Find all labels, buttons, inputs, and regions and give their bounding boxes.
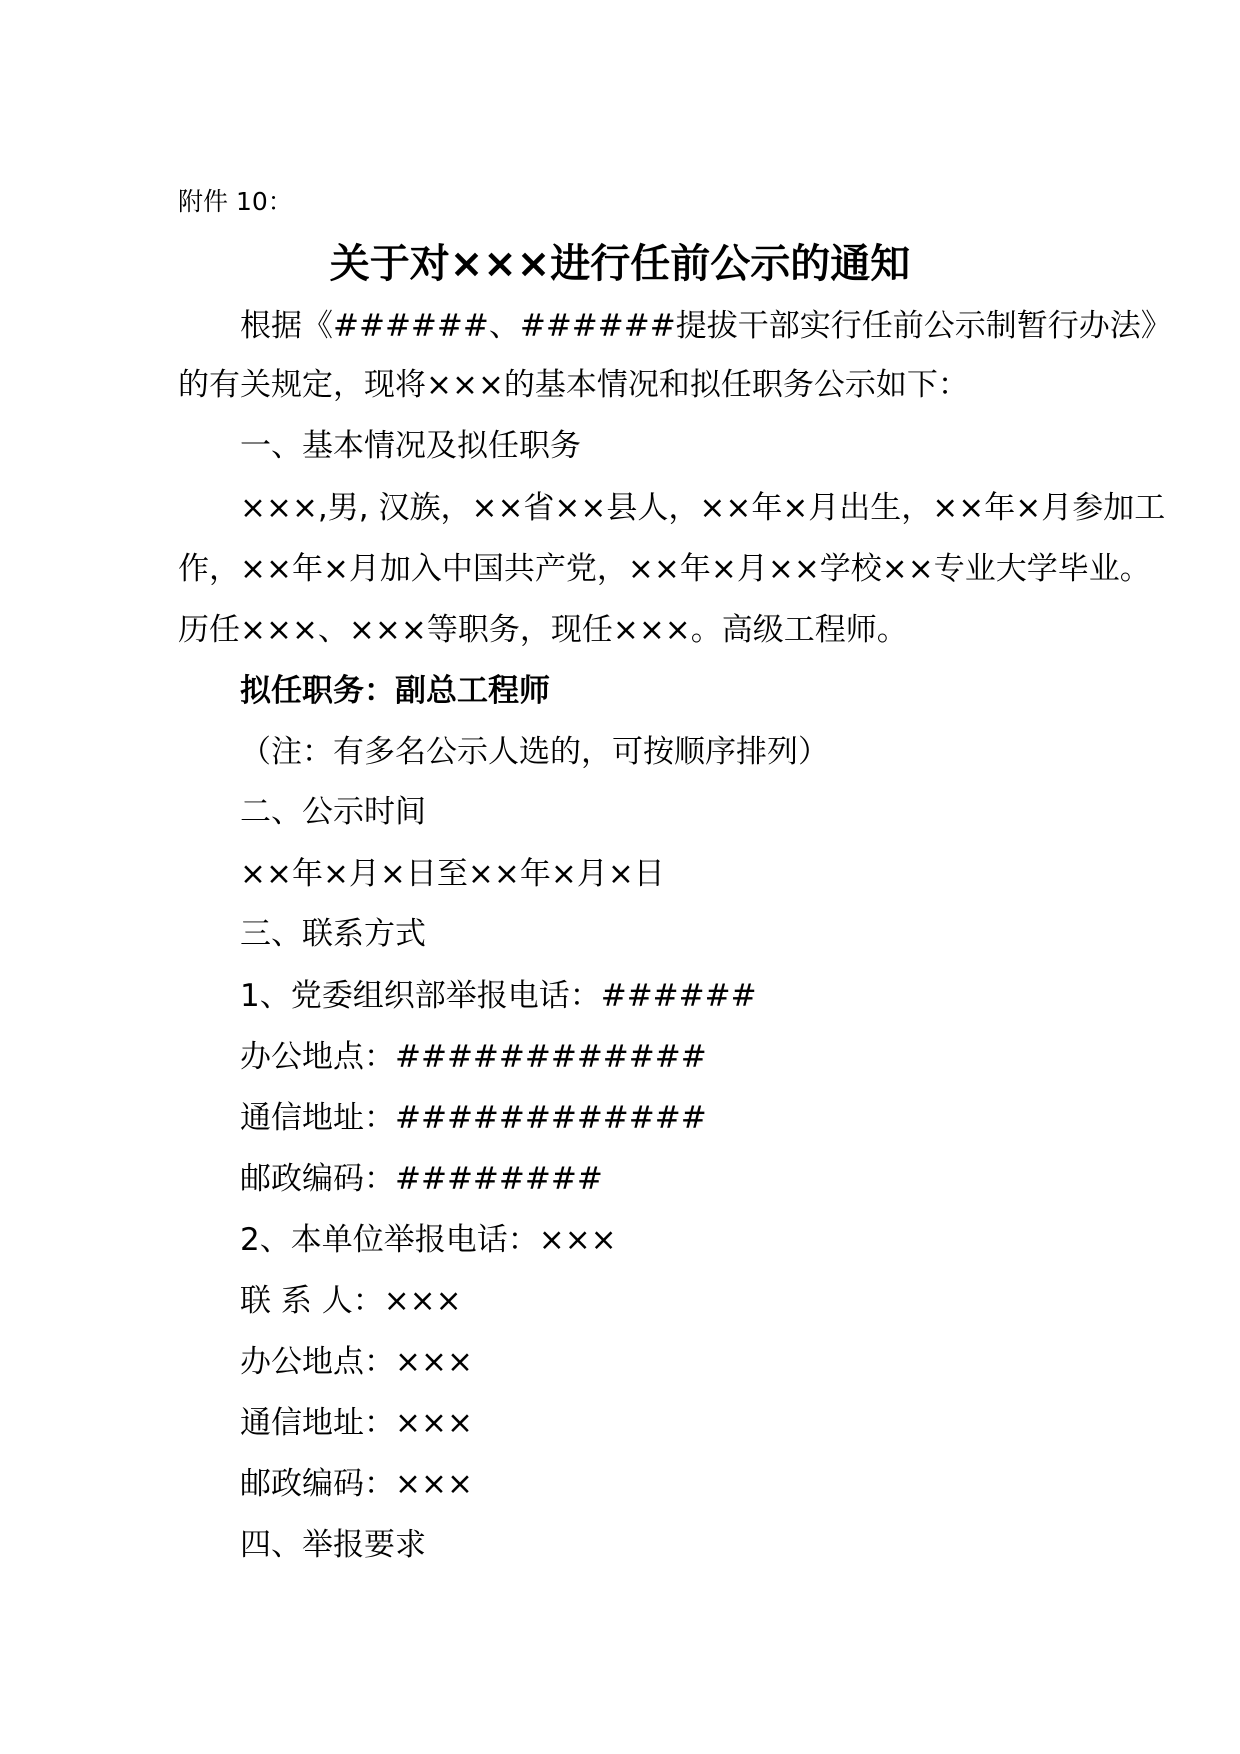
intro-line-2: 的有关规定，现将×××的基本情况和拟任职务公示如下： (178, 367, 969, 403)
contact2-phone: 2、本单位举报电话：××× (240, 1222, 617, 1258)
contact1-office: 办公地点：############ (240, 1039, 707, 1075)
basic-info-line-2: 作，××年×月加入中国共产党，××年×月××学校××专业大学毕业。 (178, 551, 1151, 587)
contact2-office: 办公地点：××× (240, 1344, 473, 1380)
contact1-phone: 1、党委组织部举报电话：###### (240, 978, 757, 1014)
document-title: 关于对×××进行任前公示的通知 (329, 241, 911, 287)
section-heading-contact: 三、联系方式 (240, 916, 426, 952)
section-heading-period: 二、公示时间 (240, 794, 426, 830)
contact2-person: 联 系 人：××× (240, 1283, 462, 1319)
contact2-address: 通信地址：××× (240, 1405, 473, 1441)
intro-line-1: 根据《######、######提拔干部实行任前公示制暂行办法》 (240, 308, 1172, 344)
publicity-period: ××年×月×日至××年×月×日 (240, 856, 665, 892)
attachment-label: 附件 10： (178, 187, 293, 216)
contact1-address: 通信地址：############ (240, 1100, 707, 1136)
basic-info-line-1: ×××,男, 汉族，××省××县人，××年×月出生，××年×月参加工 (240, 490, 1166, 526)
section-heading-report: 四、举报要求 (240, 1527, 426, 1563)
proposed-position: 拟任职务：副总工程师 (240, 673, 550, 709)
contact2-postcode: 邮政编码：××× (240, 1466, 473, 1502)
basic-info-line-3: 历任×××、×××等职务，现任×××。高级工程师。 (178, 612, 908, 648)
note: （注：有多名公示人选的，可按顺序排列） (240, 734, 829, 770)
contact1-postcode: 邮政编码：######## (240, 1161, 603, 1197)
section-heading-basic-info: 一、基本情况及拟任职务 (240, 428, 581, 464)
